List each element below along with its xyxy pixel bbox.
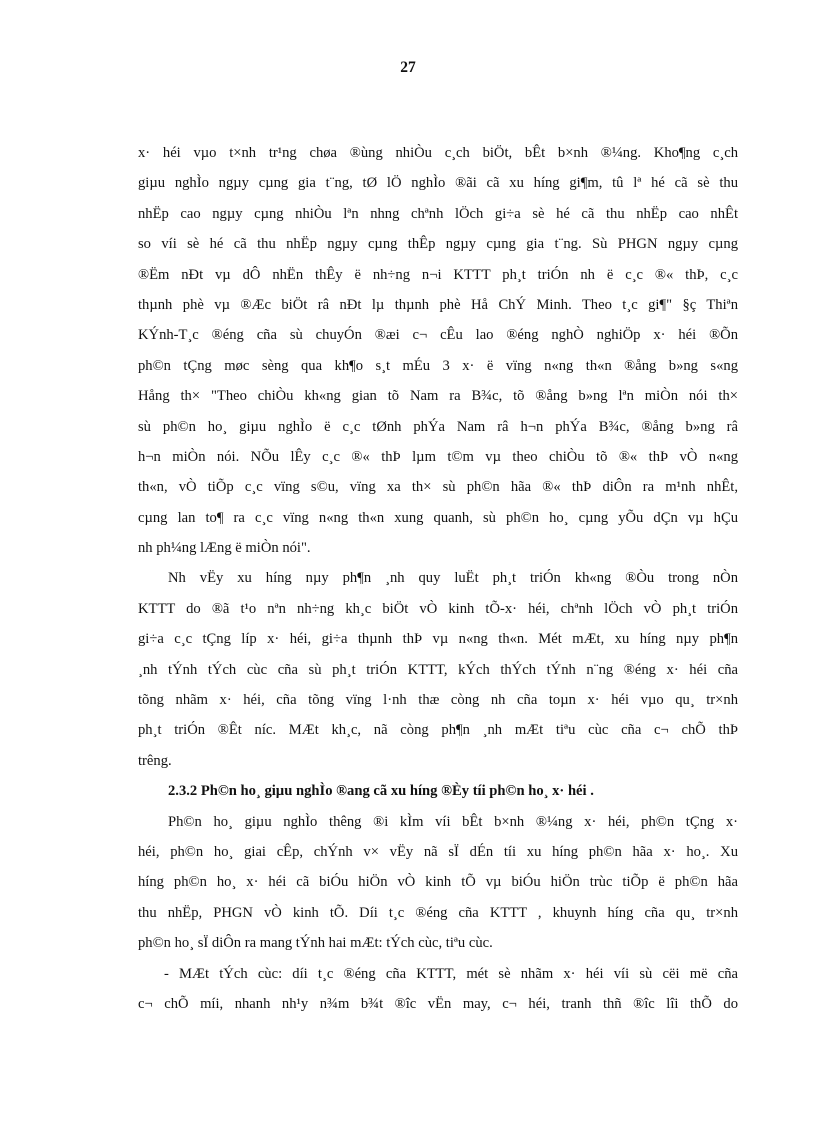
page-number: 27 — [400, 59, 416, 76]
text-line: ®Ëm nÐt vµ dÔ nhËn thÊy ë nh÷ng n¬i KTTT ph¸t triÓn nh ë c¸c ®« thÞ, c¸c — [138, 266, 738, 283]
text-line: thu nhËp, PHGN vÒ kinh tÕ. Díi t¸c ®éng cña KTTT , khuynh híng cña qu¸ tr×nh — [138, 904, 738, 921]
text-line: x· héi vµo t×nh tr¹ng chøa ®ùng nhiÒu c¸ch biÖt, bÊt b×nh ®¼ng. Kho¶ng c¸ch — [138, 145, 738, 161]
text-line: KTTT do ®ã t¹o nªn nh÷ng kh¸c biÖt vÒ kinh tÕ-x· héi, chªnh lÖch vÒ ph¸t triÓn — [138, 600, 738, 617]
paragraph-1 — [138, 138, 738, 563]
text-line: KÝnh-T¸c ®éng cña sù chuyÓn ®æi c¬ cÊu lao ®éng nghÒ nghiÖp x· héi ®Õn — [138, 327, 738, 344]
text-line: ph©n tÇng møc sèng qua kh¶o s¸t mÉu 3 x· ë vïng n«ng th«n ®ång b»ng s«ng — [138, 357, 738, 374]
text-line: Hång th× "Theo chiÒu kh«ng gian tõ Nam ra B¾c, tõ ®ång b»ng lªn miÒn nói th× — [138, 388, 738, 405]
text-line: ¸nh tÝnh tÝch cùc cña sù ph¸t triÓn KTTT, kÝch thÝch tÝnh n¨ng ®éng x· héi cña — [138, 661, 738, 678]
text-line: Ph©n ho¸ giµu nghÌo thêng ®i kÌm víi bÊt b×nh ®¼ng x· héi, ph©n tÇng x· — [168, 813, 738, 830]
text-line: héi, ph©n ho¸ giai cÊp, chÝnh v× vËy nã sÏ dÉn tíi xu híng ph©n hãa x· ho¸. Xu — [138, 843, 738, 860]
text-line: tõng nhãm x· héi, cña tõng vïng l·nh thæ còng nh cña toµn x· héi vµo qu¸ tr×nh — [138, 692, 738, 709]
paragraph-4 — [138, 959, 738, 1020]
section-heading: 2.3.2 Ph©n ho¸ giµu nghÌo ®ang cã xu híng ®Èy tíi ph©n ho¸ x· héi . — [168, 783, 594, 800]
text-line: cµng lan to¶ ra c¸c vïng n«ng th«n xung quanh, sù ph©n ho¸ cµng yÕu dÇn vµ hÇu — [138, 509, 738, 526]
text-line: c¬ chÕ míi, nhanh nh¹y n¾m b¾t ®îc vËn may, c¬ héi, tranh thñ ®îc lîi thÕ do — [138, 995, 738, 1012]
text-line: - MÆt tÝch cùc: díi t¸c ®éng cña KTTT, mét sè nhãm x· héi víi sù cëi më cña — [164, 965, 738, 982]
text-line: Nh vËy xu híng nµy ph¶n ¸nh quy luËt ph¸t triÓn kh«ng ®Òu trong nÒn — [168, 570, 738, 587]
text-line: so víi sè hé cã thu nhËp ngµy cµng thÊp ngµy cµng gia t¨ng. Sù PHGN ngµy cµng — [138, 236, 738, 253]
body-text — [138, 138, 738, 1019]
text-line: sù ph©n ho¸ giµu nghÌo ë c¸c tØnh phÝa Nam râ h¬n phÝa B¾c, ®ång b»ng râ — [138, 418, 738, 435]
text-line: híng ph©n ho¸ x· héi cã biÓu hiÖn vÒ kinh tÕ vµ biÓu hiÖn trùc tiÕp ë ph©n hãa — [138, 874, 738, 891]
text-line: giµu nghÌo ngµy cµng gia t¨ng, tØ lÖ nghÌo ®ãi cã xu híng gi¶m, tû lª hé cã sè thu — [138, 175, 738, 192]
text-line: gi÷a c¸c tÇng líp x· héi, gi÷a thµnh thÞ vµ n«ng th«n. Mét mÆt, xu híng nµy ph¶n — [138, 631, 738, 648]
text-line: thµnh phè vµ ®Æc biÖt râ nÐt lµ thµnh phè Hå ChÝ Minh. Theo t¸c gi¶" §ç Thiªn — [138, 296, 738, 313]
text-line: ph¸t triÓn ®Êt níc. MÆt kh¸c, nã còng ph¶n ¸nh mÆt tiªu cùc cña c¬ chÕ thÞ — [138, 722, 738, 739]
text-line: h¬n miÒn nói. NÕu lÊy c¸c ®« thÞ lµm t©m vµ theo chiÒu tõ ®« thÞ vÒ n«ng — [138, 448, 738, 465]
paragraph-2 — [138, 563, 738, 776]
text-line: nh ph¼ng lÆng ë miÒn nói". — [138, 540, 311, 557]
text-line: ph©n ho¸ sÏ diÔn ra mang tÝnh hai mÆt: tÝch cùc, tiªu cùc. — [138, 935, 493, 952]
text-line: th«n, vÒ tiÕp c¸c vïng s©u, vïng xa th× sù ph©n hãa ®« thÞ diÔn ra m¹nh nhÊt, — [138, 479, 738, 496]
text-line: trêng. — [138, 752, 172, 769]
text-line: nhËp cao ngµy cµng nhiÒu lªn nhng chªnh lÖch gi÷a sè hé cã thu nhËp cao nhÊt — [138, 205, 738, 222]
paragraph-3 — [138, 807, 738, 959]
